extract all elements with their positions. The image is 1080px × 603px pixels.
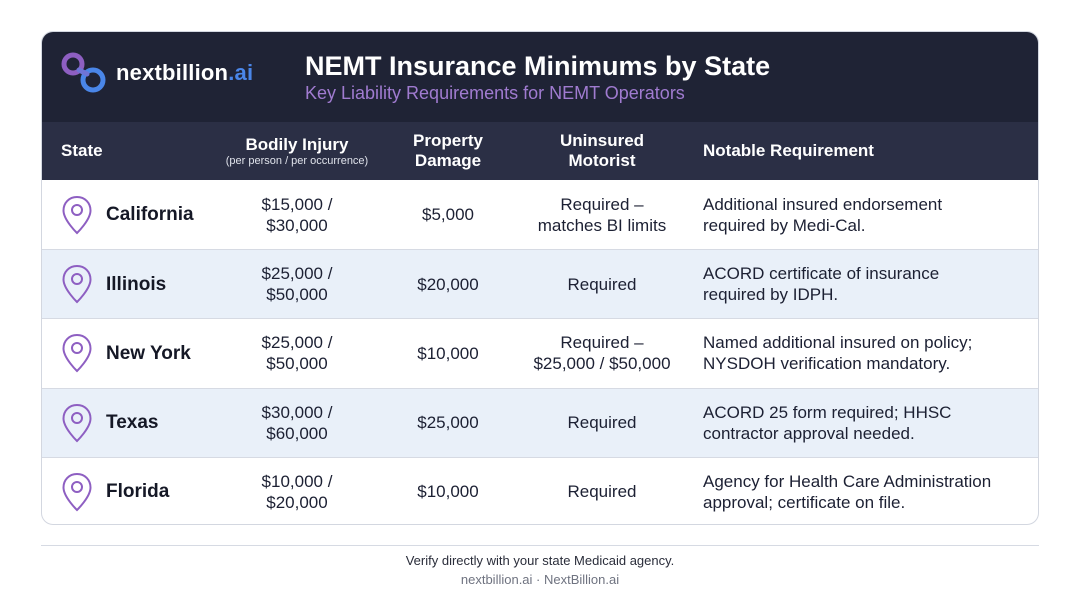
col-header-property-damage: Property Damage: [413, 131, 483, 170]
page-title: NEMT Insurance Minimums by State: [305, 51, 771, 81]
table-body: [42, 180, 1038, 525]
state-name: Florida: [106, 481, 170, 503]
notable-requirement-value: Named additional insured on policy; NYSDOH verification mandatory.: [703, 333, 973, 374]
uninsured-motorist-value: Required: [567, 482, 637, 502]
insurance-card: [41, 31, 1039, 525]
brand-logo: [60, 50, 253, 96]
table-row: [42, 318, 1038, 387]
state-name: Illinois: [106, 273, 167, 295]
notable-requirement-value: Agency for Health Care Administration approval; certificate on file.: [703, 471, 992, 512]
bodily-injury-value: $30,000 / $60,000: [261, 402, 333, 443]
map-pin-icon: [61, 264, 93, 304]
col-header-bodily-injury-sub: (per person / per occurrence): [225, 154, 369, 167]
uninsured-motorist-value: Required: [567, 274, 637, 294]
notable-requirement-value: Additional insured endorsement required by Medi-Cal.: [703, 194, 943, 235]
card-header: [42, 32, 1038, 122]
property-damage-value: $20,000: [417, 274, 479, 294]
table-row: [42, 388, 1038, 457]
nextbillion-logo-icon: [60, 50, 108, 96]
state-name: New York: [106, 342, 191, 364]
property-damage-value: $5,000: [422, 205, 474, 225]
footer-note: Verify directly with your state Medicaid agency.: [405, 553, 675, 568]
col-header-bodily-injury: Bodily Injury (per person / per occurrence): [207, 135, 387, 168]
property-damage-value: $25,000: [417, 413, 479, 433]
map-pin-icon: [61, 403, 93, 443]
notable-requirement-value: ACORD certificate of insurance required by IDPH.: [703, 264, 940, 305]
table-row: [42, 249, 1038, 318]
page-subtitle: Key Liability Requirements for NEMT Operators: [305, 83, 685, 103]
bodily-injury-value: $25,000 / $50,000: [261, 333, 333, 374]
col-header-notable-requirement: Notable Requirement: [703, 141, 874, 160]
state-name: Texas: [106, 412, 159, 434]
map-pin-icon: [61, 333, 93, 373]
bodily-injury-value: $15,000 / $30,000: [261, 194, 333, 235]
table-header: [42, 122, 1038, 180]
footer-divider: [41, 545, 1039, 546]
table-row: [42, 457, 1038, 525]
state-name: California: [106, 204, 194, 226]
uninsured-motorist-value: Required – matches BI limits: [537, 194, 667, 235]
col-header-state: State: [61, 141, 103, 160]
bodily-injury-value: $25,000 / $50,000: [261, 264, 333, 305]
table-row: [42, 180, 1038, 249]
uninsured-motorist-value: Required – $25,000 / $50,000: [533, 333, 671, 374]
property-damage-value: $10,000: [417, 343, 479, 363]
map-pin-icon: [61, 195, 93, 235]
map-pin-icon: [61, 472, 93, 512]
property-damage-value: $10,000: [417, 482, 479, 502]
uninsured-motorist-value: Required: [567, 413, 637, 433]
bodily-injury-value: $10,000 / $20,000: [261, 471, 333, 512]
footer-source: nextbillion.ai · NextBillion.ai: [460, 572, 620, 587]
brand-name: nextbillion.ai: [116, 60, 254, 85]
col-header-uninsured-motorist: Uninsured Motorist: [559, 131, 645, 170]
notable-requirement-value: ACORD 25 form required; HHSC contractor approval needed.: [703, 402, 952, 443]
